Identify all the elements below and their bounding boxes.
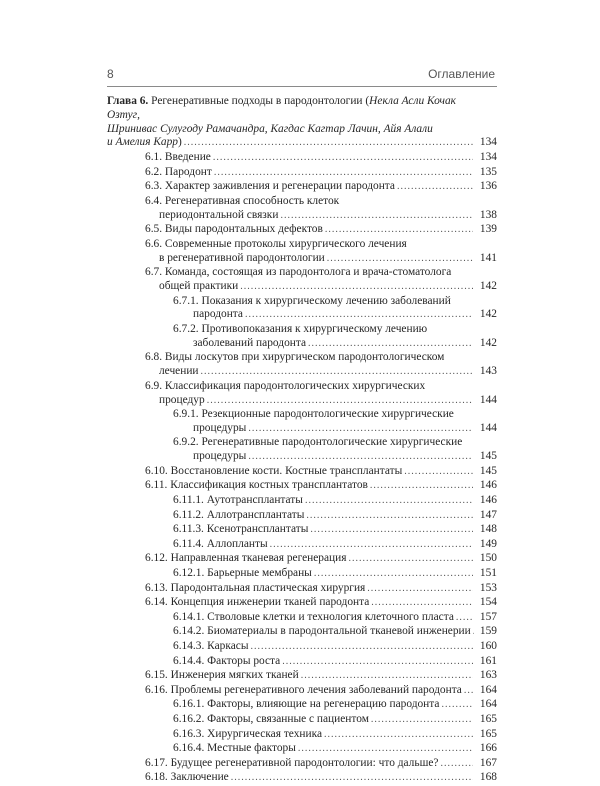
toc-entry-line xyxy=(145,596,475,610)
toc-entry-line xyxy=(173,698,475,712)
dot-leader xyxy=(308,337,473,351)
toc-page-number: 157 xyxy=(475,611,497,625)
toc-entry-text: процедуры xyxy=(193,422,246,436)
toc-page-number: 144 xyxy=(475,394,497,408)
toc-entry-line xyxy=(145,280,475,294)
toc-entry-line xyxy=(145,166,475,180)
toc-entry-line xyxy=(145,223,475,237)
toc-entry[interactable] xyxy=(107,223,497,237)
toc-entry-text: в регенеративной пародонтологии xyxy=(159,252,325,266)
chapter-title-line-3 xyxy=(107,136,475,150)
toc-entry-text: 6.11.2. Аллотрансплантаты xyxy=(173,509,304,523)
toc-entry-text: 6.17. Будущее регенеративной пародонтологии: что дальше? xyxy=(145,757,438,771)
toc-entry-text: 6.14.3. Каркасы xyxy=(173,640,249,654)
toc-entry-line xyxy=(173,538,475,552)
chapter-authors-line-2: Шринивас Сулугоду Рамачандра, Кагдас Кагтар Лачин, Айя Алали xyxy=(107,123,433,135)
dot-leader xyxy=(456,611,473,625)
running-header: Оглавление xyxy=(428,67,495,81)
toc-entry-text: 6.7.2. Противопоказания к хирургическому лечению xyxy=(173,323,475,337)
toc-page-number: 161 xyxy=(475,655,497,669)
toc-entry-line xyxy=(173,728,475,742)
toc-entry-text: 6.13. Пародонтальная пластическая хирургия xyxy=(145,582,365,596)
toc-entry-text: 6.9.2. Регенеративные пародонтологические хирургические xyxy=(173,436,475,450)
toc-page-number: 160 xyxy=(475,640,497,654)
toc-entry-text: 6.3. Характер заживления и регенерации пародонта xyxy=(145,180,395,194)
table-of-contents xyxy=(107,95,497,786)
dot-leader xyxy=(371,713,473,727)
dot-leader xyxy=(464,684,473,698)
toc-entry[interactable] xyxy=(107,669,497,683)
toc-page-number: 134 xyxy=(475,151,497,165)
toc-entry-text: 6.16.2. Факторы, связанные с пациентом xyxy=(173,713,369,727)
toc-entry-text: 6.16.1. Факторы, влияющие на регенерацию пародонта xyxy=(173,698,439,712)
toc-entry-text: пародонта xyxy=(193,308,243,322)
toc-page-number: 168 xyxy=(475,771,497,785)
toc-page-number: 163 xyxy=(475,669,497,683)
toc-page-number: 145 xyxy=(475,450,497,464)
toc-entry-text: 6.1. Введение xyxy=(145,151,211,165)
header-rule xyxy=(107,86,497,87)
dot-leader xyxy=(201,365,473,379)
toc-entry-line xyxy=(145,151,475,165)
toc-entry-line xyxy=(173,640,475,654)
toc-entry[interactable] xyxy=(107,408,497,436)
toc-entry-line xyxy=(173,422,475,436)
toc-entry-text: процедуры xyxy=(193,450,246,464)
dot-leader xyxy=(349,552,474,566)
dot-leader xyxy=(367,582,473,596)
toc-entry-text: 6.7. Команда, состоящая из пародонтолога и врача-стоматолога xyxy=(145,266,475,280)
toc-entry[interactable] xyxy=(107,465,497,479)
dot-leader xyxy=(251,640,474,654)
toc-entry-text: 6.5. Виды пародонтальных дефектов xyxy=(145,223,323,237)
toc-page-number: 148 xyxy=(475,523,497,537)
toc-entry-line xyxy=(173,450,475,464)
toc-entry-text: 6.18. Заключение xyxy=(145,771,229,785)
toc-page-number: 153 xyxy=(475,582,497,596)
chapter-authors-line-3: и Амелия Карр xyxy=(107,136,178,148)
toc-entry-text: 6.2. Пародонт xyxy=(145,166,212,180)
toc-entry-text: 6.7.1. Показания к хирургическому лечению заболеваний xyxy=(173,295,475,309)
toc-entry-text: периодонтальной связки xyxy=(159,209,278,223)
toc-entry[interactable] xyxy=(107,479,497,493)
toc-entry[interactable] xyxy=(107,151,497,165)
toc-entry-text: 6.14.1. Стволовые клетки и технология клеточного пласта xyxy=(173,611,454,625)
toc-entry-line xyxy=(173,509,475,523)
dot-leader xyxy=(324,728,473,742)
toc-entry-text: 6.11.1. Аутотрансплантаты xyxy=(173,494,303,508)
toc-entry-line xyxy=(173,625,475,639)
toc-entry[interactable] xyxy=(107,742,497,756)
toc-entry-text: 6.14.2. Биоматериалы в пародонтальной тканевой инженерии xyxy=(173,625,471,639)
toc-entry[interactable] xyxy=(107,523,497,537)
toc-entry-text: 6.10. Восстановление кости. Костные трансплантаты xyxy=(145,465,402,479)
toc-entry[interactable] xyxy=(107,757,497,771)
toc-entry-line xyxy=(145,669,475,683)
toc-entry[interactable] xyxy=(107,266,497,294)
toc-entry[interactable] xyxy=(107,380,497,408)
toc-page-number: 154 xyxy=(475,596,497,610)
toc-entry-line xyxy=(173,567,475,581)
toc-entry-text: 6.6. Современные протоколы хирургического лечения xyxy=(145,238,475,252)
toc-entry-line xyxy=(145,365,475,379)
dot-leader xyxy=(397,180,473,194)
dot-leader xyxy=(184,136,473,150)
toc-page-number: 164 xyxy=(475,684,497,698)
toc-entry-text: 6.9. Классификация пародонтологических хирургических xyxy=(145,380,475,394)
dot-leader xyxy=(440,757,473,771)
toc-page-number: 159 xyxy=(475,625,497,639)
toc-entry-text: 6.12.1. Барьерные мембраны xyxy=(173,567,312,581)
dot-leader xyxy=(371,596,473,610)
toc-page-number: 147 xyxy=(475,509,497,523)
toc-entry-line xyxy=(173,337,475,351)
toc-entry[interactable] xyxy=(107,552,497,566)
toc-entry-line xyxy=(145,582,475,596)
toc-entry-line xyxy=(145,757,475,771)
dot-leader xyxy=(298,742,473,756)
toc-entry-text: 6.9.1. Резекционные пародонтологические хирургические xyxy=(173,408,475,422)
toc-entry[interactable] xyxy=(107,596,497,610)
toc-page-number: 144 xyxy=(475,422,497,436)
toc-entry-line xyxy=(145,394,475,408)
toc-page-number: 142 xyxy=(475,280,497,294)
page-number: 8 xyxy=(107,67,114,81)
dot-leader xyxy=(270,538,473,552)
toc-entry-text: 6.8. Виды лоскутов при хирургическом пародонтологическом xyxy=(145,351,475,365)
dot-leader xyxy=(314,567,473,581)
toc-entry-line xyxy=(145,465,475,479)
toc-entry-text: общей практики xyxy=(159,280,238,294)
toc-entry-text: 6.11.4. Аллопланты xyxy=(173,538,268,552)
dot-leader xyxy=(404,465,473,479)
dot-leader xyxy=(231,771,473,785)
toc-entry-line xyxy=(145,180,475,194)
toc-entry-line xyxy=(145,771,475,785)
toc-page-number: 142 xyxy=(475,308,497,322)
toc-entry-line xyxy=(145,684,475,698)
toc-entry-text: лечении xyxy=(159,365,199,379)
toc-page-number: 165 xyxy=(475,713,497,727)
toc-entry[interactable] xyxy=(107,436,497,464)
toc-page-number: 146 xyxy=(475,494,497,508)
toc-entry-text: заболеваний пародонта xyxy=(193,337,306,351)
dot-leader xyxy=(282,655,473,669)
toc-entry-text: 6.15. Инженерия мягких тканей xyxy=(145,669,299,683)
dot-leader xyxy=(214,166,473,180)
dot-leader xyxy=(306,509,473,523)
chapter-label: Глава 6. xyxy=(107,95,148,107)
toc-page-number: 135 xyxy=(475,166,497,180)
dot-leader xyxy=(310,523,473,537)
toc-entry[interactable] xyxy=(107,611,497,625)
toc-page-number: 136 xyxy=(475,180,497,194)
chapter-title-line-1 xyxy=(107,95,475,123)
toc-page-number: 139 xyxy=(475,223,497,237)
toc-page-number: 143 xyxy=(475,365,497,379)
toc-entry[interactable] xyxy=(107,713,497,727)
dot-leader xyxy=(207,394,473,408)
toc-entry-line xyxy=(173,308,475,322)
toc-entry[interactable] xyxy=(107,728,497,742)
dot-leader xyxy=(245,308,473,322)
toc-entry-text: 6.16.4. Местные факторы xyxy=(173,742,296,756)
toc-entry-text: 6.16.3. Хирургическая техника xyxy=(173,728,322,742)
chapter-page-number: 134 xyxy=(475,136,497,150)
toc-entry-line xyxy=(145,552,475,566)
dot-leader xyxy=(305,494,473,508)
toc-entry[interactable] xyxy=(107,582,497,596)
toc-page-number: 151 xyxy=(475,567,497,581)
toc-page-number: 164 xyxy=(475,698,497,712)
toc-page-number: 142 xyxy=(475,337,497,351)
toc-entry-text: 6.12. Направленная тканевая регенерация xyxy=(145,552,347,566)
toc-entry[interactable] xyxy=(107,166,497,180)
toc-entry-line xyxy=(145,252,475,266)
toc-entry[interactable] xyxy=(107,351,497,379)
dot-leader xyxy=(327,252,473,266)
dot-leader xyxy=(325,223,473,237)
toc-entry-line xyxy=(173,713,475,727)
toc-entry-line xyxy=(173,742,475,756)
toc-page-number: 146 xyxy=(475,479,497,493)
toc-entry-text: процедур xyxy=(159,394,205,408)
toc-entry-line xyxy=(173,494,475,508)
chapter-title: Регенеративные подходы в пародонтологии ( xyxy=(151,95,369,107)
toc-entry-text: 6.16. Проблемы регенеративного лечения заболеваний пародонта xyxy=(145,684,462,698)
toc-entry[interactable] xyxy=(107,295,497,323)
toc-entry[interactable] xyxy=(107,625,497,639)
toc-entry[interactable] xyxy=(107,538,497,552)
toc-page-number: 149 xyxy=(475,538,497,552)
dot-leader xyxy=(280,209,473,223)
toc-entry-line xyxy=(145,479,475,493)
chapter-authors-line-1: Некла Асли Кочак Озтуг, xyxy=(107,95,456,121)
toc-page-number: 141 xyxy=(475,252,497,266)
toc-page-number: 145 xyxy=(475,465,497,479)
dot-leader xyxy=(441,698,473,712)
toc-page-number: 166 xyxy=(475,742,497,756)
toc-entry[interactable] xyxy=(107,567,497,581)
toc-entry[interactable] xyxy=(107,180,497,194)
toc-page-number: 165 xyxy=(475,728,497,742)
toc-entry-line xyxy=(173,655,475,669)
toc-entry[interactable] xyxy=(107,655,497,669)
dot-leader xyxy=(213,151,473,165)
toc-page-number: 167 xyxy=(475,757,497,771)
toc-entry[interactable] xyxy=(107,640,497,654)
dot-leader xyxy=(248,450,473,464)
toc-entry[interactable] xyxy=(107,494,497,508)
toc-entry-text: 6.14. Концепция инженерии тканей пародонта xyxy=(145,596,369,610)
toc-entry-line xyxy=(173,523,475,537)
chapter-title-line-2 xyxy=(107,123,475,137)
toc-entry[interactable] xyxy=(107,771,497,785)
toc-entry-text: 6.14.4. Факторы роста xyxy=(173,655,280,669)
toc-entry-text: 6.4. Регенеративная способность клеток xyxy=(145,195,475,209)
toc-entry-line xyxy=(145,209,475,223)
dot-leader xyxy=(240,280,473,294)
dot-leader xyxy=(301,669,473,683)
chapter-entry[interactable] xyxy=(107,95,497,150)
toc-page-number: 150 xyxy=(475,552,497,566)
dot-leader xyxy=(248,422,473,436)
toc-entry-text: 6.11.3. Ксенотрансплантаты xyxy=(173,523,308,537)
toc-entry-text: 6.11. Классификация костных трансплантатов xyxy=(145,479,368,493)
toc-entry[interactable] xyxy=(107,238,497,266)
toc-entry[interactable] xyxy=(107,323,497,351)
toc-entry[interactable] xyxy=(107,684,497,698)
toc-entry[interactable] xyxy=(107,509,497,523)
dot-leader xyxy=(370,479,473,493)
toc-entry[interactable] xyxy=(107,195,497,223)
chapter-close-paren: ) xyxy=(178,136,182,148)
toc-page-number: 138 xyxy=(475,209,497,223)
toc-entry[interactable] xyxy=(107,698,497,712)
toc-entry-line xyxy=(173,611,475,625)
